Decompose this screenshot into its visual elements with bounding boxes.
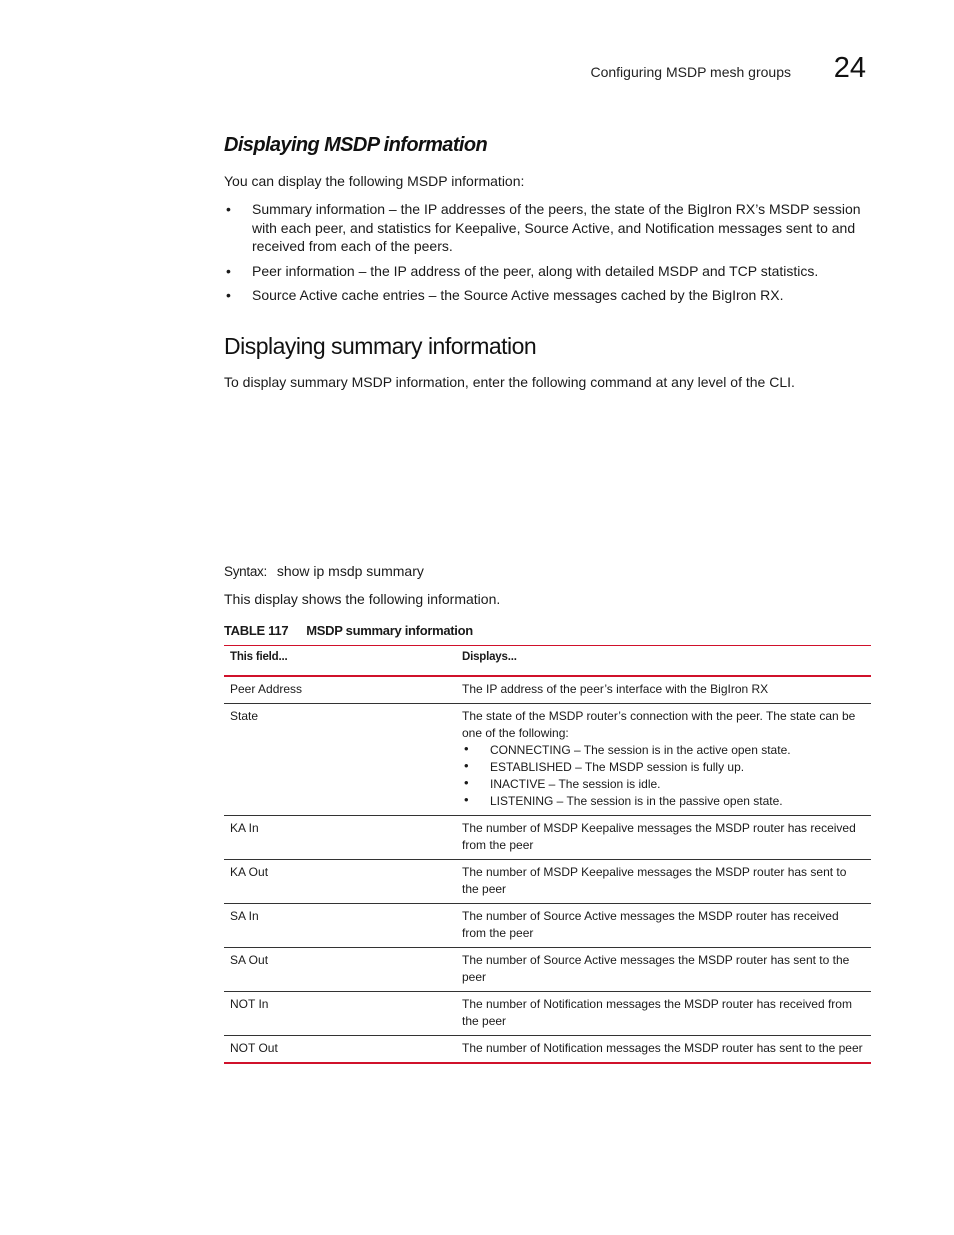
bullet-item xyxy=(224,262,870,281)
state-text: ESTABLISHED – The MSDP session is fully up. xyxy=(490,760,745,774)
desc-cell: The number of Notification messages the MSDP router has sent to the peer xyxy=(456,1036,871,1064)
chapter-number: 24 xyxy=(833,52,866,84)
table-row xyxy=(224,704,871,816)
bullet-icon: • xyxy=(464,775,469,790)
field-cell: KA In xyxy=(224,816,456,860)
running-header: Configuring MSDP mesh groups xyxy=(590,64,791,80)
syntax-label: Syntax: xyxy=(224,564,267,579)
table-row xyxy=(224,860,871,904)
section-intro: You can display the following MSDP information: xyxy=(224,173,525,189)
state-text: INACTIVE – The session is idle. xyxy=(490,777,661,791)
desc-text: The state of the MSDP router’s connection with the peer. The state can be one of the following: xyxy=(462,709,856,740)
msdp-summary-table xyxy=(224,645,871,1064)
column-header-displays: Displays... xyxy=(462,651,517,663)
desc-cell: The IP address of the peer’s interface with the BigIron RX xyxy=(456,676,871,704)
table-row xyxy=(224,676,871,704)
field-cell: NOT In xyxy=(224,992,456,1036)
bullet-icon: • xyxy=(464,741,469,756)
state-item xyxy=(462,742,865,759)
desc-cell: The number of MSDP Keepalive messages the MSDP router has sent to the peer xyxy=(456,860,871,904)
section-heading: Displaying MSDP information xyxy=(224,134,488,156)
summary-heading: Displaying summary information xyxy=(224,333,537,359)
bullet-icon: • xyxy=(226,287,231,303)
desc-cell: The number of MSDP Keepalive messages the MSDP router has received from the peer xyxy=(456,816,871,860)
bullet-text: Summary information – the IP addresses of the peers, the state of the BigIron RX’s MSDP session with each peer, and statistics for Keepalive, Source Active, and Notification messages sent to and received from each of the peers. xyxy=(252,201,861,254)
desc-cell: The number of Notification messages the MSDP router has received from the peer xyxy=(456,992,871,1036)
state-item xyxy=(462,776,865,793)
display-note: This display shows the following information. xyxy=(224,591,501,607)
field-cell: KA Out xyxy=(224,860,456,904)
field-cell: State xyxy=(224,704,456,816)
desc-cell: The number of Source Active messages the MSDP router has received from the peer xyxy=(456,904,871,948)
desc-cell: The number of Source Active messages the MSDP router has sent to the peer xyxy=(456,948,871,992)
bullet-icon: • xyxy=(464,758,469,773)
field-cell: NOT Out xyxy=(224,1036,456,1064)
syntax-line xyxy=(224,563,424,579)
bullet-item xyxy=(224,286,870,305)
state-item xyxy=(462,793,865,810)
state-text: LISTENING – The session is in the passive open state. xyxy=(490,794,783,808)
info-bullet-list xyxy=(224,200,870,311)
state-item xyxy=(462,759,865,776)
desc-cell xyxy=(456,704,871,816)
bullet-text: Source Active cache entries – the Source Active messages cached by the BigIron RX. xyxy=(252,287,784,303)
bullet-icon: • xyxy=(464,792,469,807)
table-title: MSDP summary information xyxy=(306,623,473,638)
table-row xyxy=(224,1036,871,1064)
table-row xyxy=(224,992,871,1036)
field-cell: SA In xyxy=(224,904,456,948)
state-list xyxy=(462,742,865,810)
syntax-command: show ip msdp summary xyxy=(276,563,424,579)
table-row xyxy=(224,904,871,948)
table-number: TABLE 117 xyxy=(224,623,289,638)
state-text: CONNECTING – The session is in the active open state. xyxy=(490,743,791,757)
summary-intro: To display summary MSDP information, enter the following command at any level of the CLI. xyxy=(224,374,795,390)
bullet-text: Peer information – the IP address of the peer, along with detailed MSDP and TCP statistics. xyxy=(252,262,819,279)
table-row xyxy=(224,948,871,992)
field-cell: SA Out xyxy=(224,948,456,992)
bullet-icon: • xyxy=(226,262,231,279)
table-header-row xyxy=(224,646,871,677)
field-cell: Peer Address xyxy=(224,676,456,704)
table-row xyxy=(224,816,871,860)
column-header-field: This field... xyxy=(230,651,288,663)
bullet-item xyxy=(224,200,870,256)
bullet-icon: • xyxy=(226,201,231,217)
table-caption xyxy=(224,623,473,638)
